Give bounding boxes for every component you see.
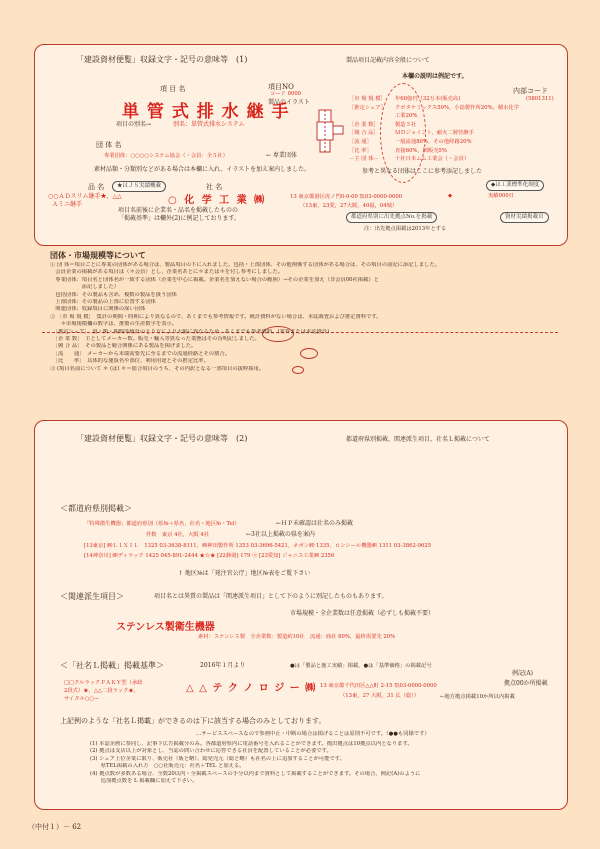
market-row-key: ［流 通］	[349, 138, 372, 145]
product-title: 単 管 式 排 水 継 手	[122, 102, 290, 122]
section-1-line: 会員企業の掲載がある項目は（＊会員）とし、企業名あとに＊または＊を付し参考にしました。	[50, 269, 284, 276]
heading-related: ＜関連派生項目＞	[60, 592, 124, 601]
pref-line-2: 件数 東京 4社，大阪 4社	[146, 532, 210, 538]
right-a-1: 拠点00か所掲載	[504, 680, 548, 687]
criteria-line: 追加拠点数を L 掲載欄に加えて下さい。	[90, 778, 198, 785]
heading-criteria: ＜「社名Ｌ掲載」掲載基準＞	[60, 661, 164, 670]
pref-arrow-1: ←ＨＰ未確認は社名のみ掲載	[276, 520, 354, 527]
market-row-value: 年60億円（32万本(販売高)	[395, 96, 461, 102]
example-note: 本欄の説明は例記です。	[402, 73, 468, 80]
pref-arrow-2: ←3社以上掲載の県を案内	[246, 531, 315, 538]
brand-a-3: サイタル○○→	[64, 696, 99, 702]
panel-2-subtitle: 都道府県別掲載、関連派生項目、社名Ｌ掲載について	[346, 436, 490, 443]
market-row-key: ［競 合 品］	[349, 130, 379, 137]
page-footer: （中付１）－ 62	[28, 823, 82, 831]
pref-example: 「特殊衛生機器」都道府県別（県№＋県名，社名・地区№・Tel）	[84, 521, 240, 527]
bottom-tag: 参考と異なる団体はここに参考添記しました	[362, 168, 483, 175]
group-text: 専業団体：○○○○システム協会（・会員：全５社）	[104, 153, 228, 159]
item-no-label: 項目NO	[268, 83, 294, 91]
brand-label: 品 名	[88, 183, 105, 191]
criteria-date: 2016年１月より	[200, 662, 246, 669]
group-label: 団 体 名	[96, 141, 122, 149]
section-1-line: ［企 業 数］ 主としてメーカー数。販売・輸入等異なった業態はその旨明記しました。	[50, 336, 260, 343]
brand-a-1: □□クルラックＰＡＫＹ型（承政	[64, 680, 143, 686]
market-row-value: 十社日本ムム工業会（・会員）	[395, 156, 470, 163]
section-1-line: ［比 率］ 具体的な施設名や部位、利用用途とその推定比率。	[50, 358, 209, 365]
section-1-heading: 団体・市場規模等について	[50, 250, 146, 260]
criteria-line: 県TEL掲載の入れ方 ○○社販売元：社名＋TEL と加える。	[90, 763, 245, 770]
brand-a-2: 2段式）★，△△二段ラック★，	[64, 688, 139, 694]
illust-label: 製品のイラスト	[268, 99, 310, 106]
market-row-key: ［推定シェア］	[349, 104, 386, 111]
jis-reg-tag: ◆は工業標準化制度	[486, 180, 544, 191]
market-row-key: ［市 場 規 模］	[349, 96, 386, 102]
section-1-body	[50, 262, 556, 373]
section-1-line: 専業団体：項目名と団体名が一致する団体（企業を中心に掲載。企業名を加えない場合の範囲）→その企業を加え（非会員00社掲載）と	[50, 276, 379, 283]
internal-code: (5801311)	[526, 96, 554, 102]
criteria-note: …サービススペースなので参画中止・中断の場合は掲げることは原則不可です。（●●も同様です）	[196, 731, 430, 737]
criteria-line: (3) シェア上位企業に限り、販売社（販と略）、総発売元（総と略）も社名の上に追加することが可能です。	[90, 755, 345, 762]
material-note: 素材品類・分類別などがある場合は本欄に入れ、イラストを加え案内しました。	[94, 166, 311, 173]
brand-2: Ａミニ継手	[52, 201, 83, 208]
section-1-line: ［流 通］ メーカーから末端需要先に至るまでの流通経路とその割合。	[50, 350, 230, 357]
heading-prefecture: ＜都道府県別掲載＞	[60, 504, 132, 513]
legend-note: ●は「製品と施工実績」掲載，●は「基準価格」の掲載記号	[290, 663, 432, 669]
market-row-value: ＭＤジョイント，耐火二層管継手	[395, 130, 474, 137]
market-row	[349, 147, 519, 156]
market-row-key: ［比 率］	[349, 147, 372, 154]
alias-label: 項目の別名→	[116, 121, 152, 128]
section-1-line: 上部団体：その製品の上部に位置する団体	[50, 299, 156, 306]
market-row-value: 直接60%，卸販売5%	[395, 147, 447, 154]
section-1-line: ［競 合 品］ その製品と競合関係にある製品を掲げました。	[50, 343, 197, 350]
pref-line-3: [13東京] ㈱ＬＩＸＩＬ 1325 03-3638-8111，㈱神田製作所 1353 03-3696-5421，ネポン㈱ 1335，ロンシール機器㈱ 1311 03-3862-9625	[84, 543, 432, 549]
company-label: 社 名	[206, 183, 223, 191]
item-name-label: 項 目 名	[160, 85, 186, 93]
market-row	[349, 138, 519, 147]
related-tag: 市場規模・全企業数は任意掲載（必ずしも掲載不要）	[290, 610, 435, 617]
address-a: 13 東京都千代田区△△町 2-15 ℡03-0000-0000	[320, 683, 437, 689]
company-name: ○ 化 学 工 業 ㈱	[168, 195, 267, 206]
fax-note: 都道府県別に出先拠点No.を掲載	[346, 212, 437, 223]
market-row-value: 一般流通80%，その他経路20%	[395, 138, 472, 145]
section-1-line: ② ［市 場 規 模］ 集計の期間・時期により異なるので、あくまでも参考情報です。統計資料がない場合は、本誌調査および推定資料です。	[50, 313, 382, 320]
reg-note: 資材実績掲載頁	[500, 212, 549, 223]
jis-tag: ★はＪＳ実績概載	[112, 181, 166, 192]
brand-1: ○○ＡＤスリム継手★，△△	[48, 193, 122, 200]
market-row-value: 工業20%	[395, 113, 418, 120]
company-sub: （13東，23愛，27大阪，40福，04城）	[300, 203, 398, 209]
company-address: 13 東京都港区虎ノ門0-0-00 ℡03-0000-0000	[290, 194, 403, 200]
section-1-line: 包括団体：その製品も含め、複数の製品を扱う団体	[50, 291, 177, 298]
section-1-line: ③ (項目名前について ＊ (は) ＊＝総合項目のうち、その内訳となる一部項目の抜粋採用。	[50, 365, 265, 372]
criteria-intro: 上記例のような「社名Ｌ掲載」ができるのは下に該当する場合のみとしております。	[60, 717, 326, 725]
internal-code-label: 内部コード	[513, 87, 548, 95]
section-1-line: ［推定シェア］ 量・額・期間等統計のとり方により大幅に異なるため、あくまでも参考資料。(業界または本誌推計)	[50, 328, 330, 335]
section-1-line: ＊市場規模欄の数字は、推製の生産数字を表示。	[50, 321, 178, 328]
section-1-line: ① 団 体＝項目ごとに専業の団体がある場合は、製品項目の下に入れました。包括・上部団体、その他関係する団体がある場合は、その項目の前記に添記しました。	[50, 262, 441, 268]
market-row	[349, 112, 519, 121]
sub-a: （13東，27 大阪，31 広（総））	[340, 693, 420, 699]
brand-note-1: 項目名前後に企業名・品名を掲載したものの	[118, 207, 239, 214]
alias-text: 別名：単管式排水システム	[173, 121, 245, 128]
criteria-list	[90, 741, 560, 785]
market-row	[349, 129, 519, 138]
panel-1-subtitle: 製品項目記載内容全般について	[346, 57, 430, 64]
market-block	[349, 95, 519, 164]
criteria-line: (2) 拠点は支店以上が対象とし、当誌の問い合わせに応答できる社員を配置していることが必要です。	[90, 748, 332, 755]
market-row	[349, 155, 519, 164]
pref-line-4: [14神奈川] ㈱ディラック 1425 045-891-2444 ★☆★ [22静岡] 179 ⓐ [23愛知] ジャニス工業㈱ 2356	[84, 553, 335, 559]
group-tag: ← 専業団体	[266, 152, 297, 159]
section-1-line: 添記しました）	[50, 284, 119, 291]
market-row-value: 製造５社	[395, 121, 417, 128]
related-title: ステンレス製衛生機器	[116, 622, 215, 633]
footnote: 注：出先拠点掲載は2013年とする	[364, 226, 447, 232]
company-a: △ △ テ ク ノ ロ ジ ー ㈱	[186, 683, 317, 694]
related-desc: 項目名とは異質の製品は「関連派生項目」として下のように別記したものもあります。	[154, 593, 388, 600]
actual-label: 実績000日	[488, 193, 515, 199]
related-line: 素材：ステンレス製 全企業数：製造約10社 流通：商社 80%，最終需要先 20%	[198, 634, 396, 640]
criteria-line: (1) 本誌企画に参同し、記事下広告掲載分のみ。各都道府県内に電話番号を入れることができます。拠出拠点は10拠点以内となります。	[90, 741, 413, 747]
code-label: コード 0000	[270, 91, 302, 97]
market-row-key: －主 団 体－	[349, 156, 379, 163]
brand-note-2: 「掲載基準」は欄外(2)に例記しております。	[118, 215, 241, 222]
right-a-2: ←地方拠点掲載10か所以内掲載	[440, 694, 515, 700]
market-row	[349, 121, 519, 130]
market-row-value: クボタケミックス50%，小島製作所20%，積水化学	[395, 104, 520, 111]
diamond-mark: ◆	[448, 193, 453, 199]
panel-2-title: 「建設資材便覧」収録文字・記号の意味等 (2)	[76, 434, 248, 443]
panel-1-title: 「建設資材便覧」収録文字・記号の意味等 (1)	[76, 55, 248, 64]
pref-note: ↑ 地区№は「発注官公庁」地区№表をご覧下さい	[178, 570, 311, 577]
market-row	[349, 104, 519, 113]
market-row-key: ［企 業 数］	[349, 121, 379, 128]
market-row	[349, 95, 519, 104]
section-1-line: 関連団体：収録項目に関係の深い団体	[50, 306, 146, 313]
example-a: 例記(A)	[512, 670, 534, 677]
criteria-line: (4) 拠点数が多数ある場合、全数20以内・全掲載スペースの手分以内まで資料として掲載することができます。その場合、例記(A)のように	[90, 770, 421, 777]
pipe-fitting-illustration	[309, 108, 349, 160]
